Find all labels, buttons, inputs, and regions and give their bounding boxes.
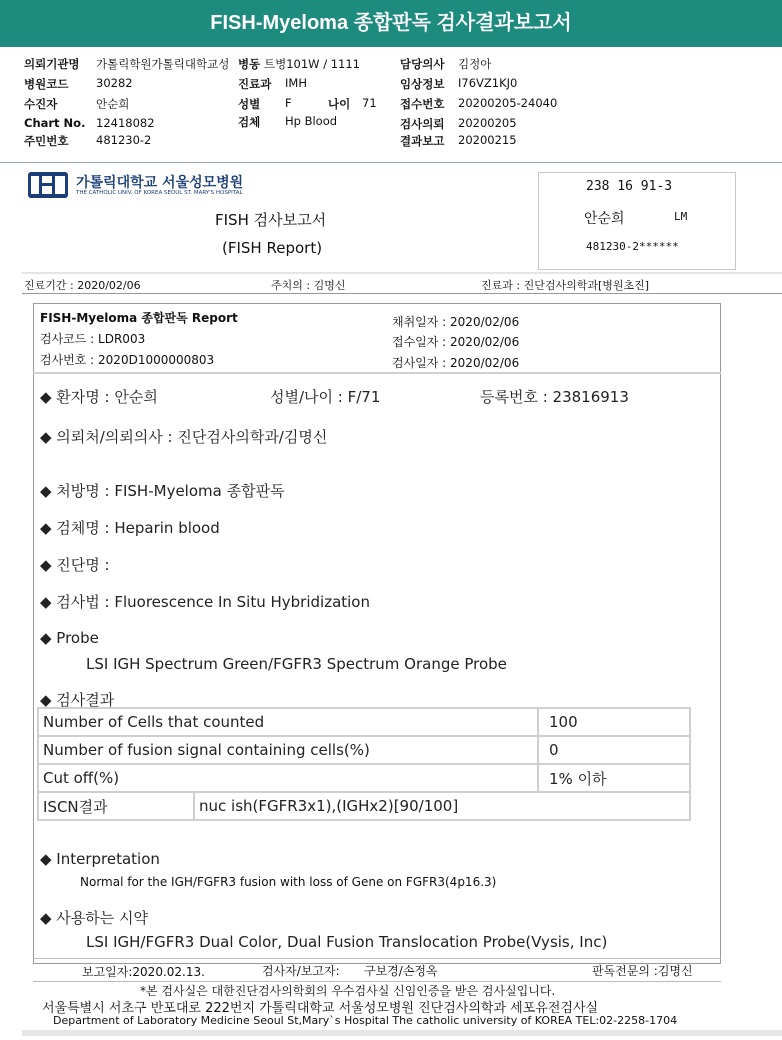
sample-tag: LM — [674, 210, 688, 223]
result-value: 0 — [538, 736, 690, 764]
hospital-code-label: 병원코드 — [24, 77, 69, 91]
clinical-value: I76VZ1KJ0 — [458, 76, 518, 90]
sex-value: F — [285, 96, 292, 110]
results-heading: ◆ 검사결과 — [40, 691, 115, 709]
report-date-value: 20200215 — [458, 133, 517, 147]
fish-report-title-en: (FISH Report) — [222, 239, 323, 257]
report-date-label: 결과보고 — [400, 134, 445, 148]
sample-id: 481230-2****** — [586, 240, 679, 253]
tested-date: 검사일자 : 2020/02/06 — [392, 356, 520, 370]
doctor-value: 김정아 — [458, 57, 492, 71]
hospital-value: 가톨릭학원가톨릭대학교성 — [96, 57, 230, 71]
accession-label: 접수번호 — [400, 97, 445, 111]
collected-date: 채취일자 : 2020/02/06 — [392, 315, 520, 329]
method-field: ◆ 검사법 : Fluorescence In Situ Hybridization — [40, 593, 370, 611]
report-title: FISH-Myeloma 종합판독 검사결과보고서 — [0, 0, 782, 47]
results-table — [37, 707, 691, 821]
examiner-label: 검사자/보고자: — [262, 964, 340, 978]
hospital-name-en: THE CATHOLIC UNIV. OF KOREA SEOUL ST. MARY'S HOSPITAL — [76, 190, 243, 196]
fish-report-title: FISH 검사보고서 — [215, 211, 327, 229]
report-date: 보고일자:2020.02.13. — [82, 965, 205, 979]
sample-code: 238 16 91-3 — [586, 179, 673, 194]
sample-patient: 안순희 — [584, 211, 625, 227]
accession-value: 20200205-24040 — [458, 96, 558, 110]
result-label: Cut off(%) — [38, 764, 538, 792]
lab-address-en: Department of Laboratory Medicine Seoul St,Mary`s Hospital The catholic university of KOREA TEL:02-2258-1704 — [53, 1014, 678, 1027]
test-code: 검사코드 : LDR003 — [40, 332, 146, 346]
accreditation-note: *본 검사실은 대한진단검사의학회의 우수검사실 신임인증을 받은 검사실입니다. — [140, 984, 556, 998]
ward-label: 병동 — [238, 57, 261, 71]
iscn-value: nuc ish(FGFR3x1),(IGHx2)[90/100] — [194, 792, 690, 820]
lab-address: 서울특별시 서초구 반포대로 222번지 가톨릭대학교 서울성모병원 진단검사의학과 세포유전검사실 — [42, 1001, 599, 1016]
bottom-border — [22, 1030, 782, 1036]
hospital-logo — [28, 172, 68, 198]
attending-physician: 주치의 : 김명신 — [271, 279, 346, 292]
resident-value: 481230-2 — [96, 133, 152, 147]
specimen-field: ◆ 검체명 : Heparin blood — [40, 519, 220, 537]
table-row — [38, 792, 690, 820]
table-row — [38, 708, 690, 736]
doctor-label: 담당의사 — [400, 57, 445, 71]
hospital-code-value: 30282 — [96, 76, 133, 90]
examiner-names: 구보경/손정옥 — [364, 964, 438, 978]
hospital-label: 의뢰기관명 — [24, 57, 80, 71]
test-number: 검사번호 : 2020D1000000803 — [40, 353, 215, 367]
interpretation-text: Normal for the IGH/FGFR3 fusion with loss of Gene on FGFR3(4p16.3) — [80, 875, 497, 889]
patient-name-field: ◆ 환자명 : 안순희 — [40, 388, 158, 406]
interpretation-heading: ◆ Interpretation — [40, 850, 160, 868]
report-header-divider — [33, 372, 721, 374]
reagent-text: LSI IGH/FGFR3 Dual Color, Dual Fusion Translocation Probe(Vysis, Inc) — [86, 933, 608, 951]
visit-period: 진료기간 : 2020/02/06 — [24, 279, 141, 292]
ward-value: 트병101W / 1111 — [264, 57, 360, 71]
specimen-label: 검체 — [238, 115, 261, 129]
result-label: Number of fusion signal containing cells(%) — [38, 736, 538, 764]
diagnosis-field: ◆ 진단명 : — [40, 556, 110, 574]
table-row — [38, 764, 690, 792]
table-row — [38, 736, 690, 764]
specimen-value: Hp Blood — [285, 114, 338, 128]
chart-value: 12418082 — [96, 116, 155, 130]
report-heading: FISH-Myeloma 종합판독 Report — [40, 311, 238, 325]
dept-value: IMH — [285, 76, 307, 90]
reagent-heading: ◆ 사용하는 시약 — [40, 909, 149, 927]
result-value: 1% 이하 — [538, 764, 690, 792]
age-label: 나이 — [328, 97, 351, 111]
referrer-field: ◆ 의뢰처/의뢰의사 : 진단검사의학과/김명신 — [40, 428, 328, 446]
patient-value: 안순희 — [96, 97, 130, 111]
clinical-label: 임상정보 — [400, 77, 445, 91]
pathologist: 판독전문의 :김명신 — [592, 964, 693, 978]
sex-label: 성별 — [238, 97, 261, 111]
request-value: 20200205 — [458, 116, 517, 130]
header-divider — [0, 162, 782, 163]
result-label: Number of Cells that counted — [38, 708, 538, 736]
section-divider — [22, 272, 782, 274]
sex-age-field: 성별/나이 : F/71 — [270, 388, 381, 406]
visit-dept: 진료과 : 진단검사의학과[병원초진] — [481, 279, 650, 292]
probe-heading: ◆ Probe — [40, 629, 99, 647]
result-value: 100 — [538, 708, 690, 736]
age-value: 71 — [362, 96, 377, 110]
iscn-label: ISCN결과 — [38, 792, 194, 820]
request-label: 검사의뢰 — [400, 117, 445, 131]
resident-label: 주민번호 — [24, 134, 69, 148]
hospital-name: 가톨릭대학교 서울성모병원 — [76, 175, 244, 191]
dept-label: 진료과 — [238, 77, 272, 91]
probe-text: LSI IGH Spectrum Green/FGFR3 Spectrum Orange Probe — [86, 655, 507, 673]
order-field: ◆ 처방명 : FISH-Myeloma 종합판독 — [40, 482, 285, 500]
visit-divider — [22, 293, 782, 294]
chart-label: Chart No. — [24, 116, 86, 130]
patient-label: 수진자 — [24, 97, 58, 111]
received-date: 접수일자 : 2020/02/06 — [392, 335, 520, 349]
registration-field: 등록번호 : 23816913 — [480, 388, 629, 406]
